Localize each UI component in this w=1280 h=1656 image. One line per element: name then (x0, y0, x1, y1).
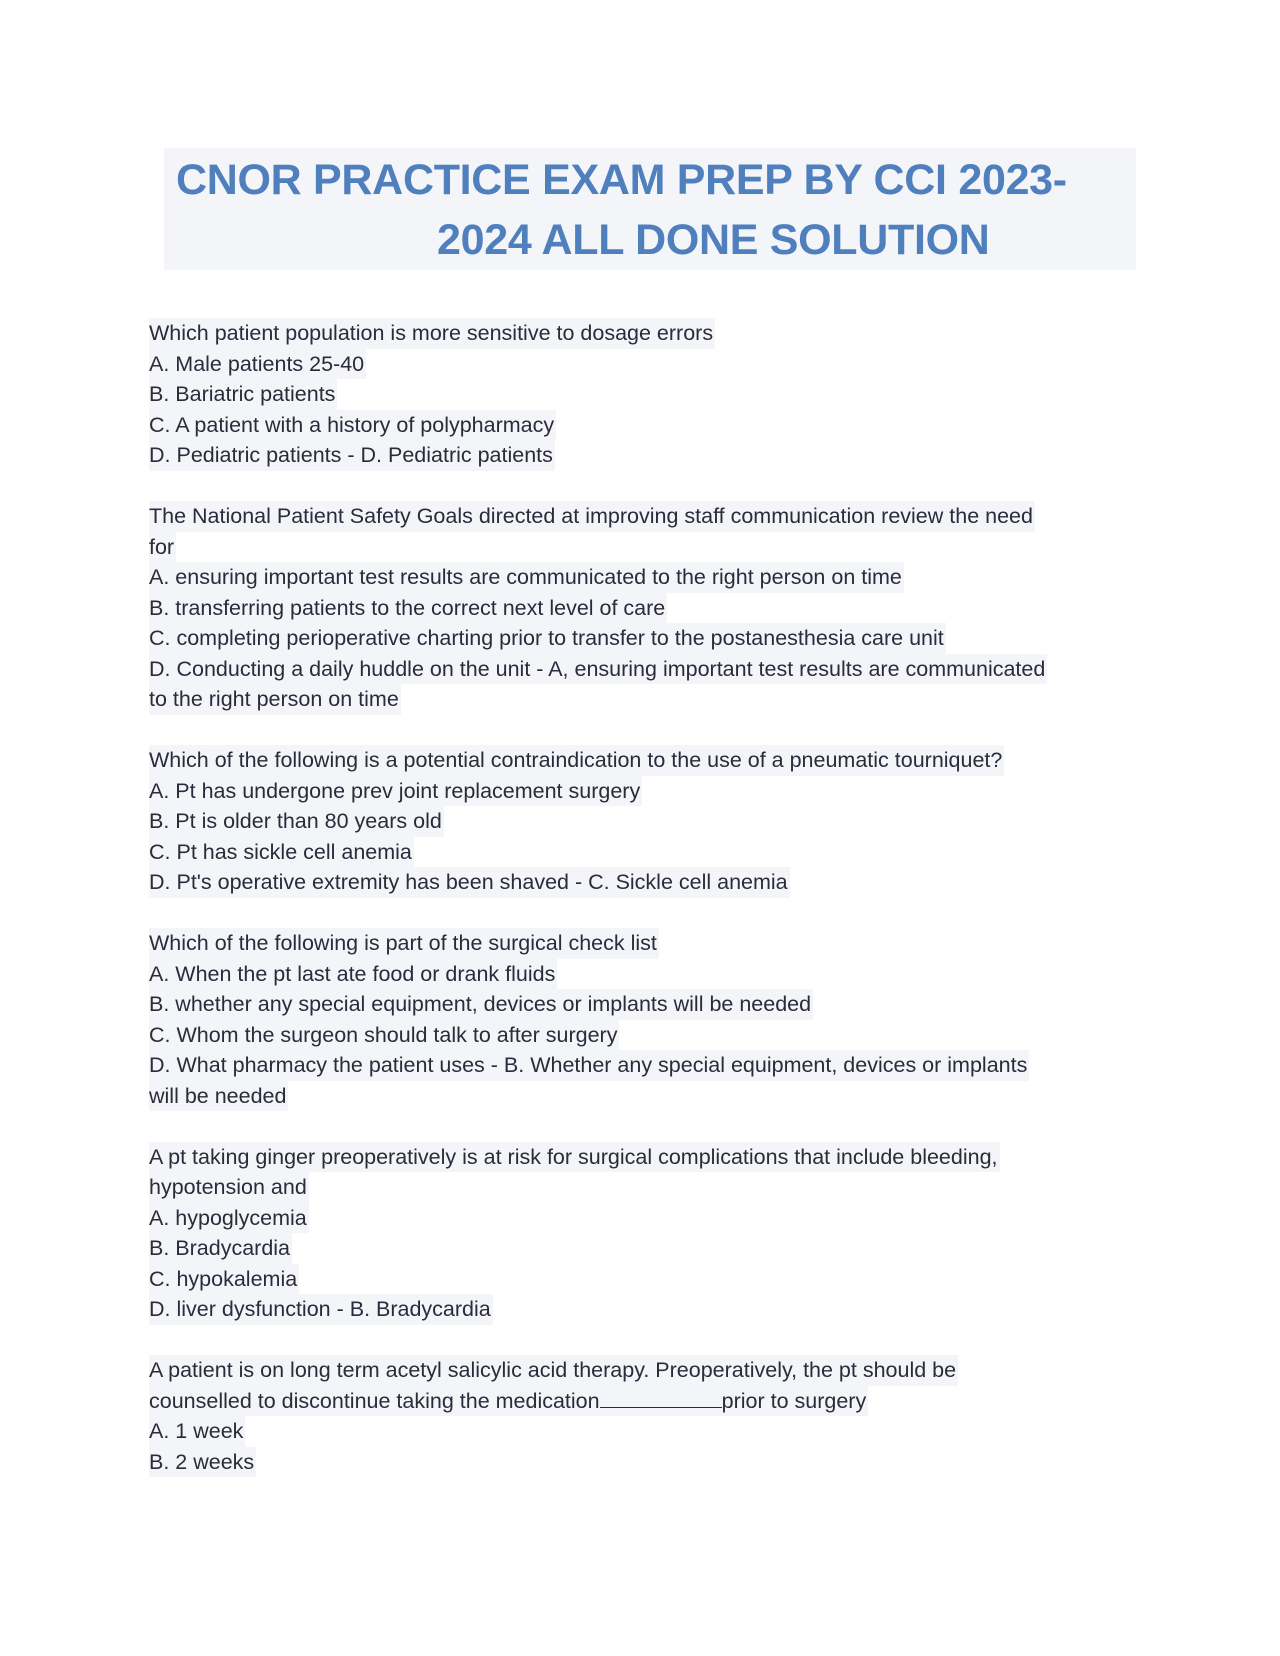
answer-option-with-solution: D. Conducting a daily huddle on the unit - A, ensuring important test results are communicated (149, 654, 1047, 685)
solution-continued: will be needed (149, 1081, 288, 1112)
question-stem-with-blank (149, 1386, 868, 1417)
question-stem-continued: hypotension and (149, 1172, 309, 1203)
answer-option: B. Pt is older than 80 years old (149, 806, 444, 837)
answer-option-with-solution: D. Pediatric patients - D. Pediatric patients (149, 440, 555, 471)
question-stem: The National Patient Safety Goals directed at improving staff communication review the need (149, 501, 1035, 532)
question-stem: Which of the following is part of the surgical check list (149, 928, 659, 959)
blank-line-before: counselled to discontinue taking the medication (149, 1388, 600, 1413)
answer-option: B. transferring patients to the correct next level of care (149, 593, 667, 624)
answer-option: B. Bradycardia (149, 1233, 292, 1264)
answer-option: B. 2 weeks (149, 1447, 256, 1478)
fill-in-blank (600, 1389, 722, 1408)
question-4 (149, 928, 1109, 1111)
question-stem: Which patient population is more sensitive to dosage errors (149, 318, 715, 349)
answer-option: A. Male patients 25-40 (149, 349, 366, 380)
answer-option: C. A patient with a history of polypharmacy (149, 410, 556, 441)
question-2 (149, 501, 1109, 715)
question-3 (149, 745, 1109, 898)
document-title-line-1: CNOR PRACTICE EXAM PREP BY CCI 2023- (176, 156, 1067, 204)
solution-continued: to the right person on time (149, 684, 401, 715)
question-stem: Which of the following is a potential contraindication to the use of a pneumatic tourniquet? (149, 745, 1004, 776)
question-5 (149, 1142, 1109, 1325)
question-6 (149, 1355, 1109, 1477)
answer-option: A. ensuring important test results are communicated to the right person on time (149, 562, 904, 593)
answer-option-with-solution: D. What pharmacy the patient uses - B. Whether any special equipment, devices or implants (149, 1050, 1029, 1081)
answer-option: C. Whom the surgeon should talk to after surgery (149, 1020, 619, 1051)
answer-option: C. hypokalemia (149, 1264, 299, 1295)
answer-option-with-solution: D. liver dysfunction - B. Bradycardia (149, 1294, 493, 1325)
document-body (149, 318, 1109, 1508)
blank-line-after: prior to surgery (721, 1388, 867, 1413)
answer-option: C. completing perioperative charting prior to transfer to the postanesthesia care unit (149, 623, 946, 654)
answer-option: A. hypoglycemia (149, 1203, 309, 1234)
answer-option: A. When the pt last ate food or drank fluids (149, 959, 557, 990)
answer-option-with-solution: D. Pt's operative extremity has been shaved - C. Sickle cell anemia (149, 867, 790, 898)
answer-option: B. Bariatric patients (149, 379, 337, 410)
answer-option: A. 1 week (149, 1416, 245, 1447)
answer-option: B. whether any special equipment, devices or implants will be needed (149, 989, 813, 1020)
answer-option: C. Pt has sickle cell anemia (149, 837, 414, 868)
question-stem: A pt taking ginger preoperatively is at risk for surgical complications that include bleeding, (149, 1142, 1000, 1173)
answer-option: A. Pt has undergone prev joint replacement surgery (149, 776, 642, 807)
question-stem: A patient is on long term acetyl salicylic acid therapy. Preoperatively, the pt should be (149, 1355, 958, 1386)
question-stem-continued: for (149, 532, 176, 563)
document-title-line-2: 2024 ALL DONE SOLUTION (437, 216, 990, 264)
question-1 (149, 318, 1109, 471)
